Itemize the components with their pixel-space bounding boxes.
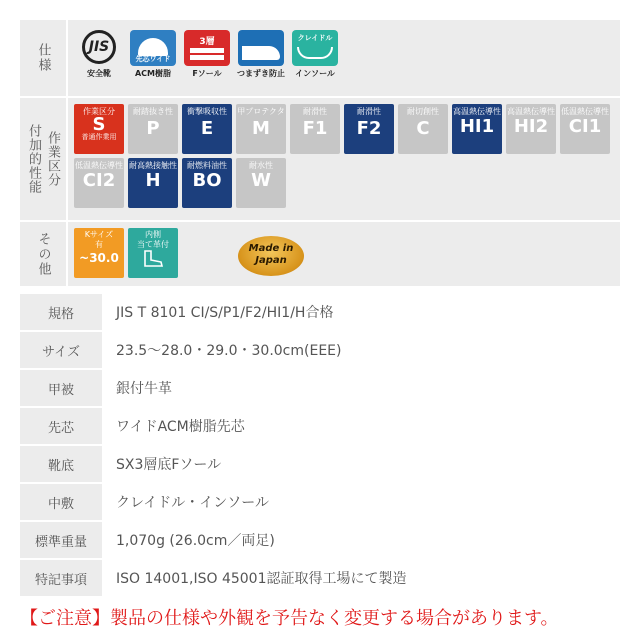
feature-insole <box>290 30 340 79</box>
detail-value: SX3層底Fソール <box>116 457 222 473</box>
spec-row-performance <box>20 98 620 222</box>
detail-row-sole <box>20 446 620 482</box>
detail-key: 中敷 <box>20 484 102 520</box>
k-size-icon: Kサイズ 有 ~30.0 <box>74 228 124 278</box>
feature-caption: 安全靴 <box>87 69 111 78</box>
feature-fsole <box>182 30 232 79</box>
detail-key: 甲被 <box>20 370 102 406</box>
tile-p: 耐踏抜き性 P <box>128 104 178 154</box>
tile-ci1: 低温熱伝導性 CI1 <box>560 104 610 154</box>
acm-toe-cap-icon: 先芯ワイド <box>130 30 176 66</box>
detail-value: 1,070g (26.0cm／両足) <box>116 533 275 549</box>
trip-prevention-icon <box>238 30 284 66</box>
detail-row-standard <box>20 294 620 330</box>
tile-f1: 耐滑性 F1 <box>290 104 340 154</box>
inner-heel-guard-icon: 内側 当て革付 <box>128 228 178 278</box>
detail-value: 23.5～28.0・29.0・30.0cm(EEE) <box>116 343 342 359</box>
boot-icon <box>142 250 164 268</box>
detail-value: ISO 14001,ISO 45001認証取得工場にて製造 <box>116 571 407 587</box>
tile-c: 耐切創性 C <box>398 104 448 154</box>
spec-row-other <box>20 222 620 288</box>
feature-acm <box>128 30 178 79</box>
tile-h: 耐高熱接触性 H <box>128 158 178 208</box>
detail-value: 銀付牛革 <box>116 381 172 397</box>
feature-caption: Fソール <box>192 69 222 78</box>
row-label-performance: 付加的性能 作業区分 <box>20 98 66 220</box>
tile-bo: 耐燃料油性 BO <box>182 158 232 208</box>
tile-e: 衝撃吸収性 E <box>182 104 232 154</box>
tile-hi1: 高温熱伝導性 HI1 <box>452 104 502 154</box>
detail-value: JIS T 8101 CⅠ/S/P1/F2/HI1/H合格 <box>116 305 334 321</box>
detail-key: 先芯 <box>20 408 102 444</box>
spec-details <box>20 294 620 598</box>
detail-key: サイズ <box>20 332 102 368</box>
made-in-japan-badge: Made in Japan <box>238 236 304 276</box>
tile-m: 甲プロテクタ M <box>236 104 286 154</box>
feature-icons <box>68 20 620 96</box>
row-label-other: その他 <box>20 222 66 286</box>
feature-caption: ACM樹脂 <box>134 69 172 78</box>
feature-jis <box>74 30 124 79</box>
detail-row-insole <box>20 484 620 520</box>
detail-row-notes <box>20 560 620 596</box>
change-notice: 【ご注意】製品の仕様や外観を予告なく変更する場合があります。 <box>20 608 559 629</box>
spec-icon-table <box>20 20 620 288</box>
detail-row-upper <box>20 370 620 406</box>
spec-row-features <box>20 20 620 98</box>
tile-hi2: 高温熱伝導性 HI2 <box>506 104 556 154</box>
detail-value: ワイドACM樹脂先芯 <box>116 419 245 435</box>
feature-trip <box>236 30 286 79</box>
feature-caption: インソール <box>295 69 335 78</box>
feature-caption: つまずき防止 <box>237 69 285 78</box>
detail-key: 靴底 <box>20 446 102 482</box>
detail-value: クレイドル・インソール <box>116 495 270 511</box>
other-icons <box>68 222 620 286</box>
f-sole-icon: 3層 <box>184 30 230 66</box>
detail-row-size <box>20 332 620 368</box>
detail-key: 規格 <box>20 294 102 330</box>
tile-f2: 耐滑性 F2 <box>344 104 394 154</box>
performance-tiles <box>68 98 620 220</box>
insole-icon: クレイドル <box>292 30 338 66</box>
detail-key: 標準重量 <box>20 522 102 558</box>
detail-row-weight <box>20 522 620 558</box>
tile-w: 耐水性 W <box>236 158 286 208</box>
tile-work-class-s: 作業区分 S 普通作業用 <box>74 104 124 154</box>
row-label-spec: 仕様 <box>20 20 66 96</box>
jis-mark-icon: JIS <box>82 30 116 64</box>
detail-key: 特記事項 <box>20 560 102 596</box>
detail-row-toe-cap <box>20 408 620 444</box>
tile-ci2: 低温熱伝導性 CI2 <box>74 158 124 208</box>
